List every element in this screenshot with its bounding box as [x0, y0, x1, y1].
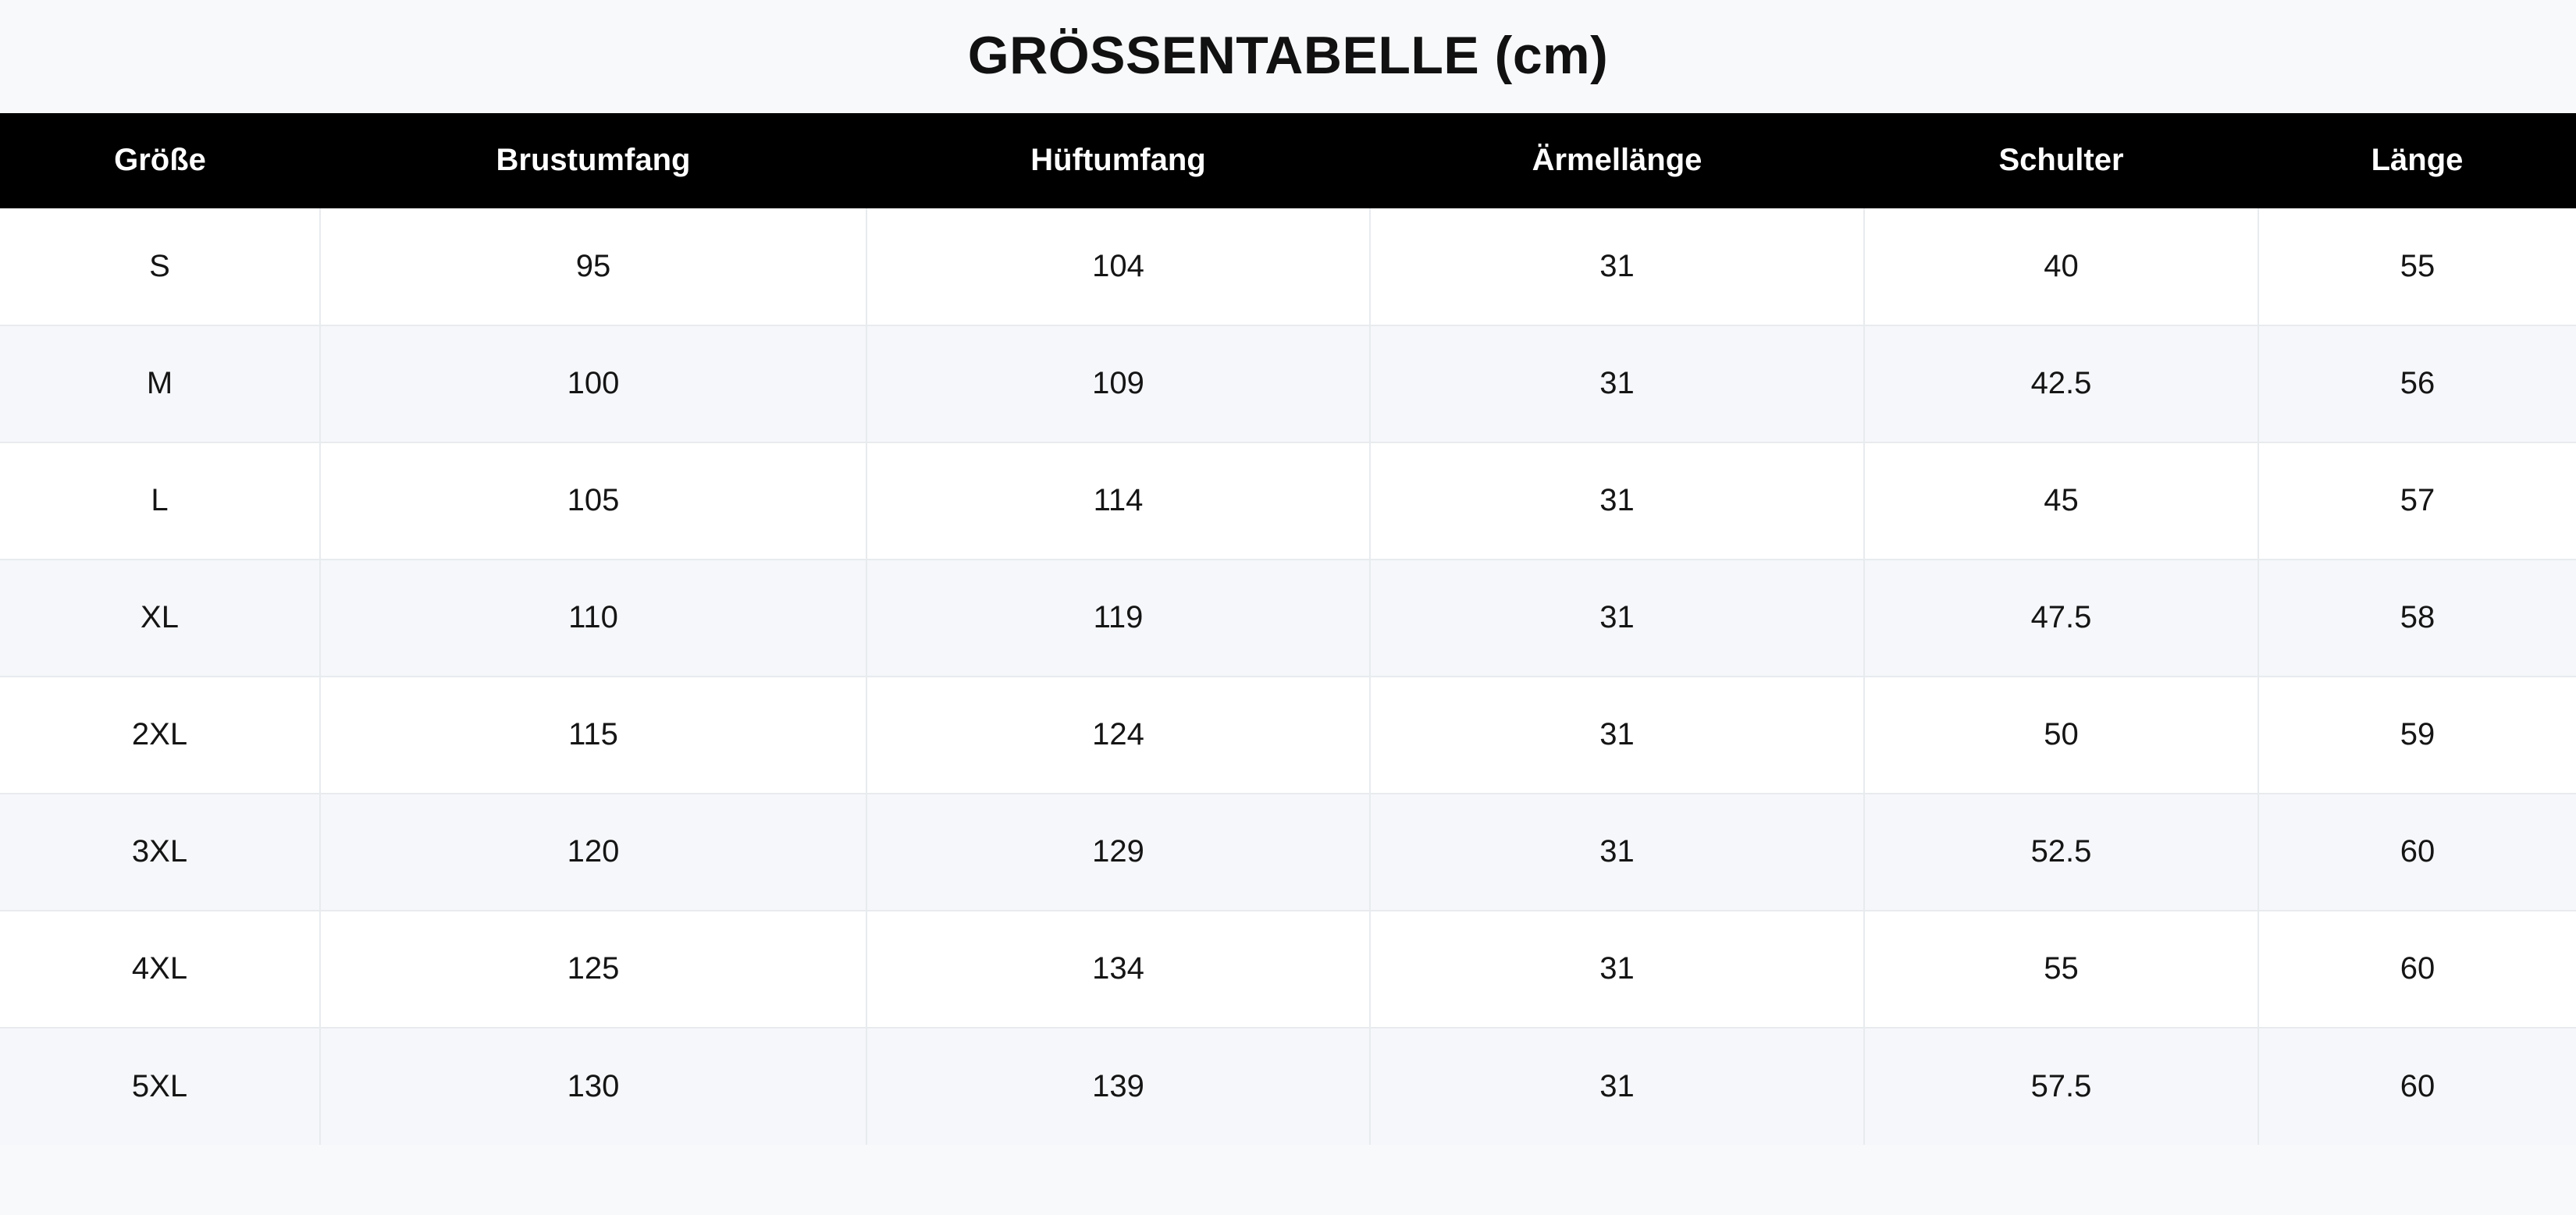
cell-size: 5XL [0, 1028, 320, 1145]
cell-shoulder: 40 [1864, 208, 2258, 325]
cell-length: 57 [2258, 442, 2576, 560]
table-header-row [0, 113, 2576, 208]
column-header-laenge: Länge [2258, 113, 2576, 208]
cell-shoulder: 57.5 [1864, 1028, 2258, 1145]
cell-length: 56 [2258, 325, 2576, 442]
cell-sleeve: 31 [1370, 208, 1864, 325]
cell-shoulder: 42.5 [1864, 325, 2258, 442]
cell-length: 59 [2258, 677, 2576, 794]
cell-sleeve: 31 [1370, 677, 1864, 794]
cell-length: 55 [2258, 208, 2576, 325]
cell-shoulder: 55 [1864, 911, 2258, 1028]
cell-chest: 125 [320, 911, 866, 1028]
cell-chest: 105 [320, 442, 866, 560]
column-header-brustumfang: Brustumfang [320, 113, 866, 208]
cell-length: 60 [2258, 794, 2576, 911]
cell-length: 60 [2258, 1028, 2576, 1145]
cell-sleeve: 31 [1370, 560, 1864, 677]
cell-shoulder: 52.5 [1864, 794, 2258, 911]
table-row [0, 325, 2576, 442]
column-header-groesse: Größe [0, 113, 320, 208]
cell-chest: 130 [320, 1028, 866, 1145]
table-row [0, 794, 2576, 911]
cell-chest: 95 [320, 208, 866, 325]
cell-size: XL [0, 560, 320, 677]
cell-chest: 115 [320, 677, 866, 794]
cell-sleeve: 31 [1370, 325, 1864, 442]
table-row [0, 442, 2576, 560]
column-header-schulter: Schulter [1864, 113, 2258, 208]
cell-hip: 114 [866, 442, 1370, 560]
table-row [0, 560, 2576, 677]
cell-hip: 134 [866, 911, 1370, 1028]
cell-length: 58 [2258, 560, 2576, 677]
cell-sleeve: 31 [1370, 794, 1864, 911]
cell-sleeve: 31 [1370, 911, 1864, 1028]
cell-hip: 139 [866, 1028, 1370, 1145]
cell-sleeve: 31 [1370, 1028, 1864, 1145]
table-header [0, 113, 2576, 208]
cell-shoulder: 47.5 [1864, 560, 2258, 677]
cell-size: M [0, 325, 320, 442]
cell-sleeve: 31 [1370, 442, 1864, 560]
cell-shoulder: 45 [1864, 442, 2258, 560]
cell-chest: 120 [320, 794, 866, 911]
cell-size: 2XL [0, 677, 320, 794]
size-chart-table [0, 113, 2576, 1145]
table-row [0, 911, 2576, 1028]
cell-hip: 109 [866, 325, 1370, 442]
cell-hip: 119 [866, 560, 1370, 677]
cell-chest: 100 [320, 325, 866, 442]
cell-chest: 110 [320, 560, 866, 677]
page-title: GRÖSSENTABELLE (cm) [967, 26, 1609, 85]
cell-hip: 104 [866, 208, 1370, 325]
cell-size: S [0, 208, 320, 325]
table-row [0, 208, 2576, 325]
cell-size: 4XL [0, 911, 320, 1028]
cell-size: L [0, 442, 320, 560]
cell-length: 60 [2258, 911, 2576, 1028]
cell-hip: 129 [866, 794, 1370, 911]
cell-hip: 124 [866, 677, 1370, 794]
column-header-aermellaenge: Ärmellänge [1370, 113, 1864, 208]
table-row [0, 677, 2576, 794]
cell-size: 3XL [0, 794, 320, 911]
table-row [0, 1028, 2576, 1145]
cell-shoulder: 50 [1864, 677, 2258, 794]
table-body [0, 208, 2576, 1145]
column-header-hueftumfang: Hüftumfang [866, 113, 1370, 208]
